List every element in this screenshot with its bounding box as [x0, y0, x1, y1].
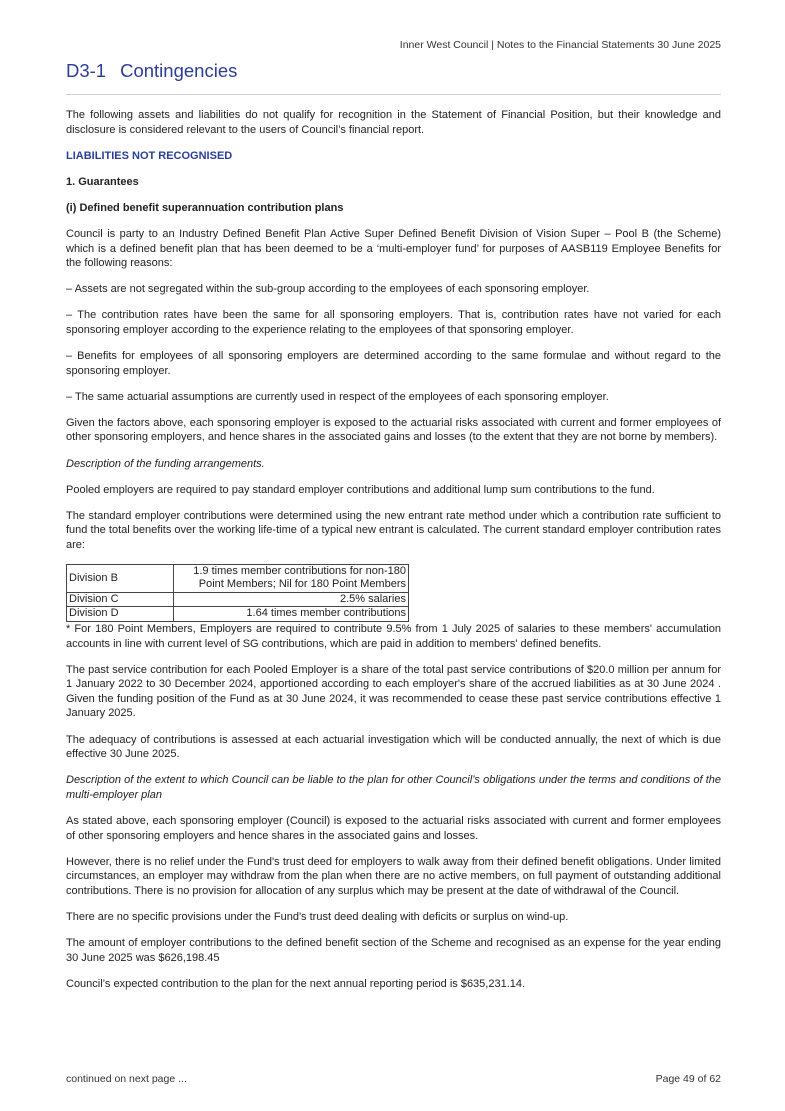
section-number: D3-1	[66, 60, 107, 81]
division-cell: Division B	[67, 564, 174, 592]
liability-heading: Description of the extent to which Council can be liable to the plan for other Council’s obligations under the terms and conditions of the multi-employer plan	[66, 774, 721, 801]
paragraph: – Benefits for employees of all sponsoring employers are determined according to the same formulae and without regard to the sponsoring employer.	[66, 350, 721, 377]
paragraph: Council is party to an Industry Defined Benefit Plan Active Super Defined Benefit Division of Vision Super – Pool B (the Scheme) which is a defined benefit plan that has been deemed to be a ‘multi-employer fund’ for purposes of AASB119 Employee Benefits for the following reasons:	[66, 227, 721, 270]
title-rule	[66, 94, 721, 95]
guarantees-heading: 1. Guarantees	[66, 175, 139, 188]
paragraph: There are no specific provisions under the Fund's trust deed dealing with deficits or surplus on wind-up.	[66, 910, 569, 923]
section-title	[66, 60, 237, 82]
page-number: Page 49 of 62	[655, 1073, 721, 1085]
rate-cell	[174, 564, 409, 592]
liabilities-heading: LIABILITIES NOT RECOGNISED	[66, 149, 233, 162]
paragraph: The standard employer contributions were determined using the new entrant rate method under which a contribution rate sufficient to fund the total benefits over the working life-time of a typical new entrant is calculated. The current standard employer contribution rates are:	[66, 509, 721, 551]
paragraph: Council’s expected contribution to the plan for the next annual reporting period is $635,231.14.	[66, 977, 526, 990]
rate-line: 1.9 times member contributions for non-180	[193, 564, 406, 577]
paragraph: – The same actuarial assumptions are currently used in respect of the employees of each sponsoring employer.	[66, 390, 609, 403]
paragraph: Given the factors above, each sponsoring employer is exposed to the actuarial risks associated with current and former employees of other sponsoring employers, and hence shares in the associated gains and losses (to the extent that they are not borne by members).	[66, 416, 721, 444]
paragraph: – Assets are not segregated within the sub-group according to the employees of each sponsoring employer.	[66, 283, 590, 296]
paragraph: Pooled employers are required to pay standard employer contributions and additional lump sum contributions to the fund.	[66, 483, 655, 496]
table-row	[67, 607, 409, 622]
division-cell: Division D	[67, 607, 174, 622]
table-row	[67, 564, 409, 592]
contribution-rates-table	[66, 564, 409, 622]
intro-paragraph: The following assets and liabilities do not qualify for recognition in the Statement of Financial Position, but their knowledge and disclosure is considered relevant to the users of Council’s financial report.	[66, 109, 721, 136]
paragraph: The past service contribution for each Pooled Employer is a share of the total past service contributions of $20.0 million per annum for 1 January 2022 to 30 December 2024, apportioned according to each employer's share of the accrued liabilities as at 30 June 2024 . Given the funding position of the Fund as at 30 June 2024, it was recommended to cease these past service contributions effective 1 January 2025.	[66, 663, 721, 720]
continued-note: continued on next page ...	[66, 1073, 187, 1085]
rate-line: Point Members; Nil for 180 Point Members	[198, 578, 406, 591]
rate-cell: 2.5% salaries	[174, 592, 409, 607]
section-name: Contingencies	[120, 60, 238, 81]
page-body	[66, 108, 721, 1003]
running-header: Inner West Council | Notes to the Financial Statements 30 June 2025	[399, 39, 721, 51]
table-footnote: * For 180 Point Members, Employers are required to contribute 9.5% from 1 July 2025 of salaries to these members' accumulation accounts in line with current level of SG contributions, which are paid in addition to members' defined benefits.	[66, 622, 721, 650]
funding-heading: Description of the funding arrangements.	[66, 457, 265, 470]
paragraph: The amount of employer contributions to the defined benefit section of the Scheme and recognised as an expense for the year ending 30 June 2025 was $626,198.45	[66, 936, 721, 964]
superannuation-heading: (i) Defined benefit superannuation contribution plans	[66, 201, 344, 214]
table-row	[67, 592, 409, 607]
paragraph: As stated above, each sponsoring employer (Council) is exposed to the actuarial risks associated with current and former employees of other sponsoring employers and hence shares in the associated gains and losses.	[66, 814, 721, 842]
division-cell: Division C	[67, 592, 174, 607]
paragraph: The adequacy of contributions is assessed at each actuarial investigation which will be conducted annually, the next of which is due effective 30 June 2025.	[66, 733, 721, 761]
rate-cell: 1.64 times member contributions	[174, 607, 409, 622]
paragraph: – The contribution rates have been the same for all sponsoring employers. That is, contribution rates have not varied for each sponsoring employer according to the experience relating to the employees of that sponsoring employer.	[66, 309, 721, 336]
paragraph: However, there is no relief under the Fund's trust deed for employers to walk away from their defined benefit obligations. Under limited circumstances, an employer may withdraw from the plan when there are no active members, on full payment of outstanding additional contributions. There is no provision for allocation of any surplus which may be present at the date of withdrawal of the Council.	[66, 855, 721, 897]
